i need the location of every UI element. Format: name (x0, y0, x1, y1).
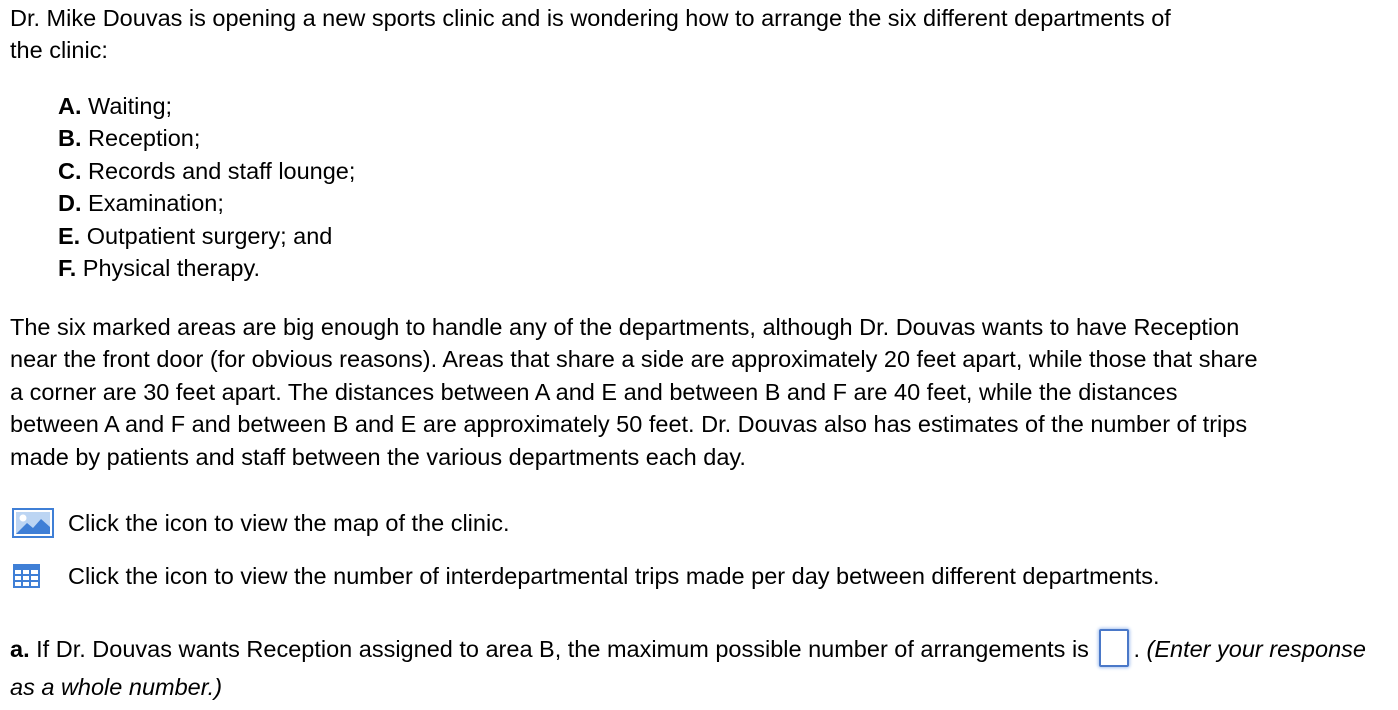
department-name: Records and staff lounge; (81, 157, 356, 184)
department-item-e (58, 220, 355, 252)
clinic-map-link[interactable] (12, 505, 509, 541)
table-icon[interactable] (12, 561, 56, 591)
trips-table-link[interactable] (12, 558, 1160, 594)
description-line: made by patients and staff between the various departments each day. (10, 443, 746, 470)
department-item-a (58, 90, 355, 122)
answer-input[interactable] (1099, 629, 1129, 667)
department-item-d (58, 187, 355, 219)
description-line: between A and F and between B and E are approximately 50 feet. Dr. Douvas also has estimates of the number of trips (10, 411, 1248, 438)
description-line: The six marked areas are big enough to handle any of the departments, although Dr. Douvas wants to have Reception (10, 314, 1240, 340)
department-letter: D. (58, 190, 82, 217)
intro-line-1: Dr. Mike Douvas is opening a new sports clinic and is wondering how to arrange the six different departments of (10, 5, 1171, 31)
question-a (10, 630, 1395, 706)
department-letter: C. (58, 157, 82, 184)
question-letter: a. (10, 636, 30, 662)
question-hint: (Enter your response as a whole number.) (10, 636, 1366, 700)
department-name: Outpatient surgery; and (80, 222, 333, 249)
department-letter: F. (58, 255, 77, 282)
department-item-f (58, 252, 355, 284)
department-item-b (58, 122, 355, 154)
description-paragraph (10, 311, 1258, 473)
department-letter: A. (58, 93, 82, 119)
clinic-map-link-label[interactable]: Click the icon to view the map of the clinic. (68, 509, 510, 536)
department-item-c (58, 155, 355, 187)
description-line: a corner are 30 feet apart. The distances between A and E and between B and F are 40 feet, while the distances (10, 378, 1178, 405)
intro-paragraph (10, 2, 1171, 67)
department-letter: B. (58, 125, 82, 152)
trips-table-link-label[interactable]: Click the icon to view the number of interdepartmental trips made per day between different departments. (68, 562, 1160, 589)
question-text: If Dr. Douvas wants Reception assigned to area B, the maximum possible number of arrangements is (29, 636, 1096, 662)
description-line: near the front door (for obvious reasons). Areas that share a side are approximately 20 feet apart, while those that share (10, 346, 1258, 373)
question-period: . (1133, 636, 1140, 662)
department-list (58, 90, 355, 284)
department-name: Waiting; (81, 93, 173, 119)
image-icon[interactable] (12, 508, 56, 538)
department-letter: E. (58, 222, 81, 249)
department-name: Physical therapy. (76, 255, 261, 282)
intro-line-2: the clinic: (10, 37, 108, 64)
department-name: Reception; (81, 125, 201, 152)
department-name: Examination; (81, 190, 224, 217)
